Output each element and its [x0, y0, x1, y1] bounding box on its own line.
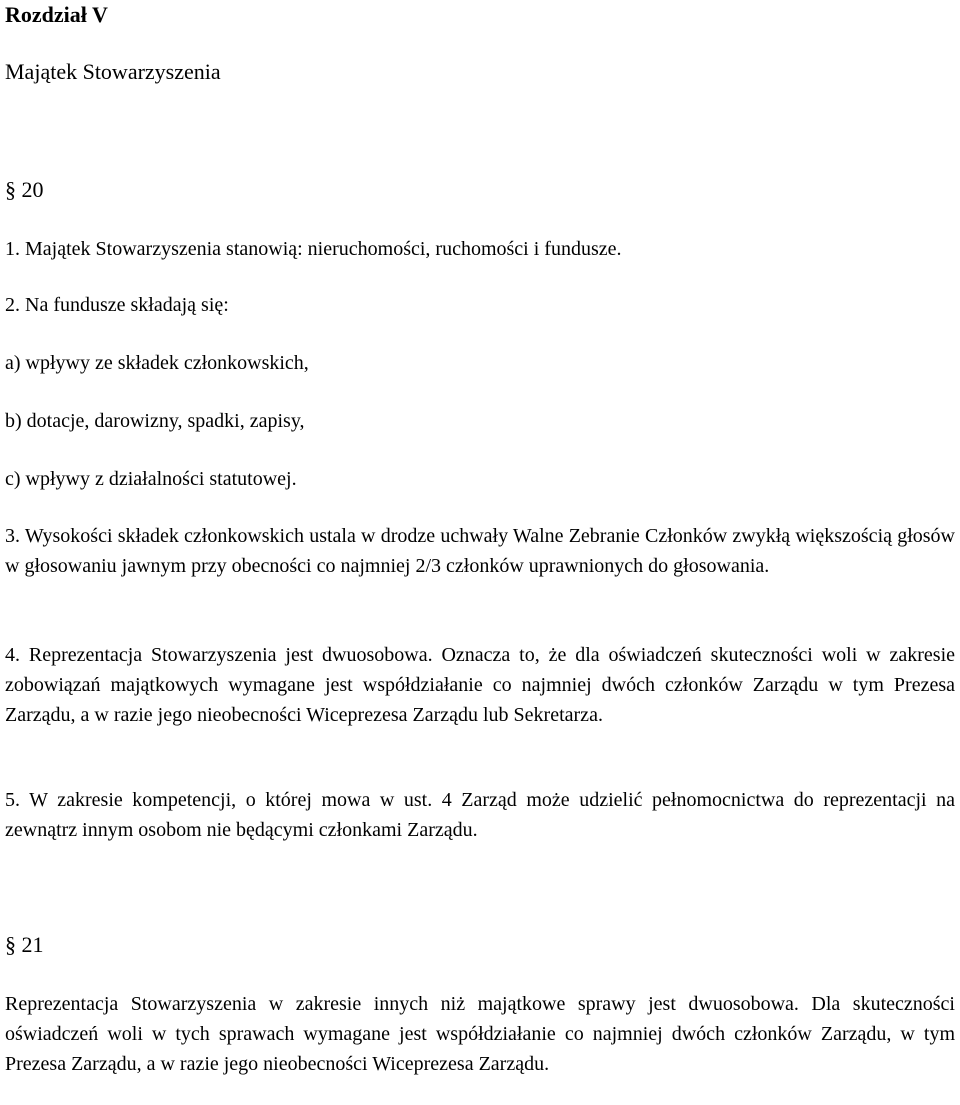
- section-number: 21: [21, 932, 44, 957]
- section-20-item-2c: c) wpływy z działalności statutowej.: [5, 468, 297, 490]
- section-20-heading: [5, 175, 44, 205]
- section-20-item-2: 2. Na fundusze składają się:: [5, 294, 229, 316]
- section-21-text: Reprezentacja Stowarzyszenia w zakresie innych niż majątkowe sprawy jest dwuosobowa. Dla skuteczności oświadczeń woli w tych sprawach wymagane jest współdziałanie co najmniej dwóch członków Zarządu, w tym Prezesa Zarządu, a w razie jego nieobecności Wiceprezesa Zarządu.: [5, 993, 955, 1075]
- section-symbol: §: [5, 932, 16, 957]
- section-20-point-3: 3. Wysokości składek członkowskich ustala w drodze uchwały Walne Zebranie Członków zwykłą większością głosów w głosowaniu jawnym przy obecności co najmniej 2/3 członków uprawnionych do głosowania.: [5, 525, 955, 577]
- section-21-heading: [5, 930, 44, 960]
- section-20-item-2a: a) wpływy ze składek członkowskich,: [5, 352, 309, 374]
- section-20-point-5: 5. W zakresie kompetencji, o której mowa w ust. 4 Zarząd może udzielić pełnomocnictwa do reprezentacji na zewnątrz innym osobom nie będącymi członkami Zarządu.: [5, 789, 955, 841]
- section-symbol: §: [5, 177, 16, 202]
- chapter-subtitle: Majątek Stowarzyszenia: [5, 59, 221, 84]
- chapter-title: Rozdział V: [5, 2, 108, 27]
- section-20-item-1: 1. Majątek Stowarzyszenia stanowią: nieruchomości, ruchomości i fundusze.: [5, 238, 622, 260]
- section-20-item-2b: b) dotacje, darowizny, spadki, zapisy,: [5, 410, 305, 432]
- section-20-point-4: 4. Reprezentacja Stowarzyszenia jest dwuosobowa. Oznacza to, że dla oświadczeń skuteczności woli w zakresie zobowiązań majątkowych wymagane jest współdziałanie co najmniej dwóch członków Zarządu w tym Prezesa Zarządu, a w razie jego nieobecności Wiceprezesa Zarządu lub Sekretarza.: [5, 644, 955, 726]
- section-number: 20: [21, 177, 44, 202]
